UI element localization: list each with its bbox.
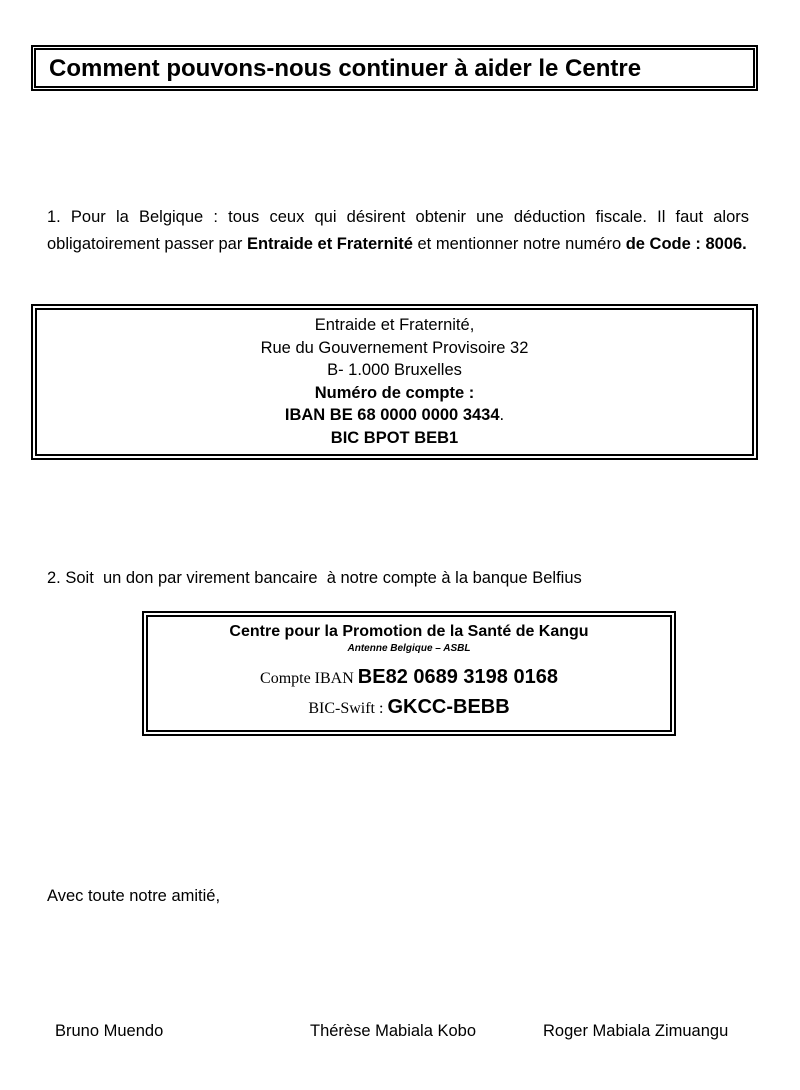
box2-subtitle: Antenne Belgique – ASBL xyxy=(347,643,471,654)
box1-line3: B- 1.000 Bruxelles xyxy=(327,361,462,379)
box1-iban-line xyxy=(37,404,752,427)
box2-bic-label: BIC-Swift : xyxy=(308,700,388,717)
title-box xyxy=(31,45,758,91)
box1-line1: Entraide et Fraternité, xyxy=(314,316,475,334)
closing-text: Avec toute notre amitié, xyxy=(47,887,221,905)
signature-3: Roger Mabiala Zimuangu xyxy=(543,1022,729,1040)
box1-iban-suffix: . xyxy=(499,406,505,424)
box2-iban: BE82 0689 3198 0168 xyxy=(357,666,558,688)
section2-paragraph: 2. Soit un don par virement bancaire à notre compte à la banque Belfius xyxy=(47,569,582,587)
section1-text-middle: et mentionner notre numéro xyxy=(412,235,626,253)
box1-account-label: Numéro de compte : xyxy=(314,383,475,402)
box2-iban-label: Compte IBAN xyxy=(260,670,358,687)
belgium-account-box xyxy=(31,304,758,460)
box2-iban-line xyxy=(148,663,670,693)
section1-text: 1. Pour la Belgique : tous ceux qui désirent obtenir une déduction fiscale. Il faut alors obligatoirement passer par xyxy=(47,208,749,253)
section1-org: Entraide et Fraternité xyxy=(246,235,413,253)
box1-iban: IBAN BE 68 0000 0000 3434 xyxy=(284,406,500,424)
box2-org: Centre pour la Promotion de la Santé de Kangu xyxy=(229,623,589,640)
box1-line2: Rue du Gouvernement Provisoire 32 xyxy=(260,338,529,357)
signature-1: Bruno Muendo xyxy=(55,1022,164,1040)
box1-bic: BIC BPOT BEB1 xyxy=(330,428,459,447)
belfius-account-box xyxy=(142,611,676,736)
page-title: Comment pouvons-nous continuer à aider le Centre xyxy=(49,55,642,82)
box2-bic: GKCC-BEBB xyxy=(387,696,510,718)
section1-code: de Code : 8006. xyxy=(625,235,747,253)
section1-paragraph xyxy=(47,204,749,258)
box2-bic-line xyxy=(148,693,670,723)
signature-2: Thérèse Mabiala Kobo xyxy=(310,1022,477,1040)
